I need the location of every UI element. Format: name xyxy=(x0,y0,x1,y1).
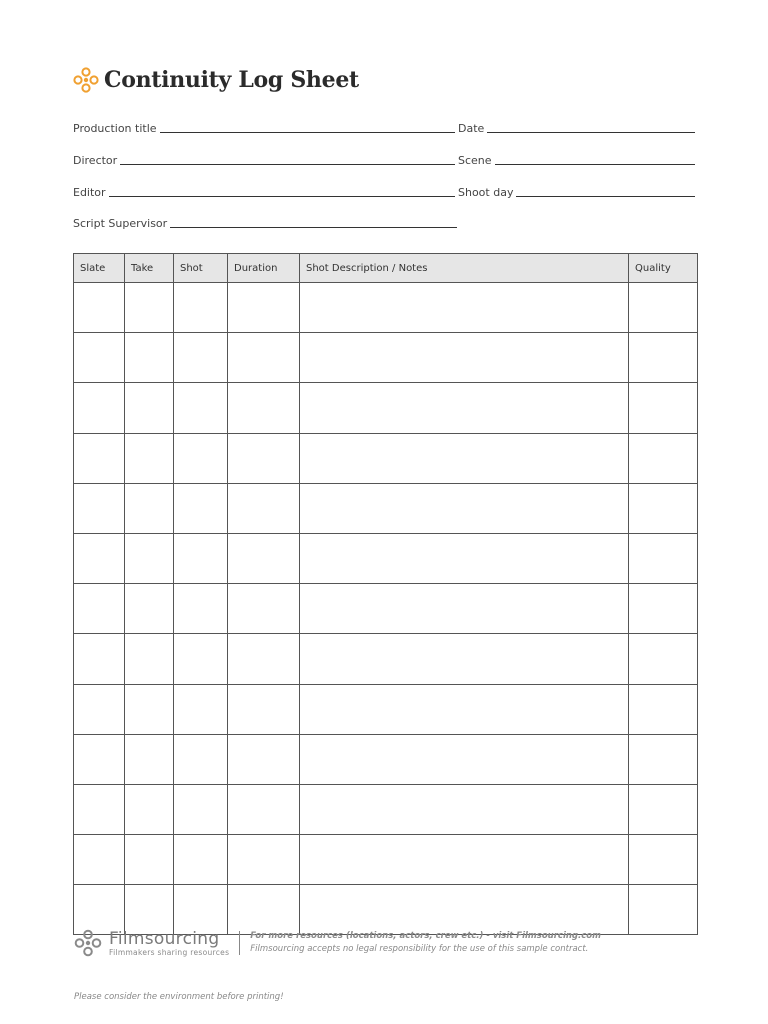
take-cell[interactable] xyxy=(125,734,174,784)
slate-cell[interactable] xyxy=(74,283,125,333)
description-cell[interactable] xyxy=(300,784,629,834)
quality-cell[interactable] xyxy=(629,584,698,634)
shot-cell[interactable] xyxy=(174,684,228,734)
shot-cell[interactable] xyxy=(174,634,228,684)
header-slate: Slate xyxy=(74,254,125,283)
date-label: Date xyxy=(458,122,485,135)
take-cell[interactable] xyxy=(125,333,174,383)
continuity-log-table xyxy=(73,253,698,935)
scene-line[interactable] xyxy=(495,164,695,165)
shot-cell[interactable] xyxy=(174,433,228,483)
description-cell[interactable] xyxy=(300,734,629,784)
production-title-label: Production title xyxy=(73,122,157,135)
director-field[interactable] xyxy=(73,154,455,167)
script-supervisor-field[interactable] xyxy=(73,217,457,230)
duration-cell[interactable] xyxy=(228,684,300,734)
brand-name: Filmsourcing xyxy=(109,928,220,949)
filmsourcing-logo-icon xyxy=(73,928,103,958)
shoot-day-line[interactable] xyxy=(516,196,695,197)
table-row xyxy=(74,835,698,885)
table-header-row xyxy=(74,254,698,283)
slate-cell[interactable] xyxy=(74,483,125,533)
take-cell[interactable] xyxy=(125,283,174,333)
quality-cell[interactable] xyxy=(629,734,698,784)
take-cell[interactable] xyxy=(125,584,174,634)
description-cell[interactable] xyxy=(300,835,629,885)
quality-cell[interactable] xyxy=(629,483,698,533)
take-cell[interactable] xyxy=(125,784,174,834)
footer xyxy=(73,928,601,958)
description-cell[interactable] xyxy=(300,283,629,333)
description-cell[interactable] xyxy=(300,634,629,684)
slate-cell[interactable] xyxy=(74,433,125,483)
description-cell[interactable] xyxy=(300,433,629,483)
quality-cell[interactable] xyxy=(629,634,698,684)
brand-tagline: Filmmakers sharing resources xyxy=(109,947,230,957)
duration-cell[interactable] xyxy=(228,333,300,383)
duration-cell[interactable] xyxy=(228,383,300,433)
duration-cell[interactable] xyxy=(228,433,300,483)
shot-cell[interactable] xyxy=(174,784,228,834)
environment-note: Please consider the environment before printing! xyxy=(74,992,284,1002)
footer-notice xyxy=(250,930,601,956)
duration-cell[interactable] xyxy=(228,533,300,583)
slate-cell[interactable] xyxy=(74,684,125,734)
shot-cell[interactable] xyxy=(174,533,228,583)
header-shot: Shot xyxy=(174,254,228,283)
scene-field[interactable] xyxy=(458,154,695,167)
shot-cell[interactable] xyxy=(174,835,228,885)
slate-cell[interactable] xyxy=(74,333,125,383)
take-cell[interactable] xyxy=(125,433,174,483)
table-row xyxy=(74,333,698,383)
quality-cell[interactable] xyxy=(629,684,698,734)
script-supervisor-label: Script Supervisor xyxy=(73,217,168,230)
duration-cell[interactable] xyxy=(228,835,300,885)
script-supervisor-line[interactable] xyxy=(170,227,457,228)
production-title-field[interactable] xyxy=(73,122,455,135)
header-duration: Duration xyxy=(228,254,300,283)
take-cell[interactable] xyxy=(125,483,174,533)
table-row xyxy=(74,483,698,533)
shot-cell[interactable] xyxy=(174,483,228,533)
scene-label: Scene xyxy=(458,154,492,167)
quality-cell[interactable] xyxy=(629,433,698,483)
duration-cell[interactable] xyxy=(228,584,300,634)
quality-cell[interactable] xyxy=(629,383,698,433)
shot-cell[interactable] xyxy=(174,584,228,634)
header-shot-description: Shot Description / Notes xyxy=(300,254,629,283)
disclaimer-text: Filmsourcing accepts no legal responsibility for the use of this sample contract. xyxy=(250,944,589,954)
table-row xyxy=(74,383,698,433)
duration-cell[interactable] xyxy=(228,283,300,333)
header-take: Take xyxy=(125,254,174,283)
editor-line[interactable] xyxy=(109,196,455,197)
description-cell[interactable] xyxy=(300,383,629,433)
editor-field[interactable] xyxy=(73,186,455,199)
take-cell[interactable] xyxy=(125,684,174,734)
shot-cell[interactable] xyxy=(174,383,228,433)
shot-cell[interactable] xyxy=(174,283,228,333)
duration-cell[interactable] xyxy=(228,734,300,784)
take-cell[interactable] xyxy=(125,533,174,583)
table-row xyxy=(74,784,698,834)
table-row xyxy=(74,433,698,483)
editor-label: Editor xyxy=(73,186,106,199)
description-cell[interactable] xyxy=(300,533,629,583)
slate-cell[interactable] xyxy=(74,533,125,583)
shot-cell[interactable] xyxy=(174,734,228,784)
description-cell[interactable] xyxy=(300,584,629,634)
director-line[interactable] xyxy=(120,164,455,165)
table-row xyxy=(74,684,698,734)
flower-logo-icon xyxy=(72,66,100,94)
footer-divider xyxy=(239,931,240,955)
slate-cell[interactable] xyxy=(74,383,125,433)
duration-cell[interactable] xyxy=(228,483,300,533)
table-body xyxy=(74,283,698,935)
slate-cell[interactable] xyxy=(74,784,125,834)
quality-cell[interactable] xyxy=(629,885,698,935)
take-cell[interactable] xyxy=(125,383,174,433)
quality-cell[interactable] xyxy=(629,835,698,885)
filmsourcing-brand xyxy=(109,930,229,957)
description-cell[interactable] xyxy=(300,483,629,533)
quality-cell[interactable] xyxy=(629,333,698,383)
header-quality: Quality xyxy=(629,254,698,283)
table-row xyxy=(74,283,698,333)
quality-cell[interactable] xyxy=(629,533,698,583)
slate-cell[interactable] xyxy=(74,835,125,885)
slate-cell[interactable] xyxy=(74,584,125,634)
description-cell[interactable] xyxy=(300,333,629,383)
slate-cell[interactable] xyxy=(74,634,125,684)
resources-link-text[interactable]: For more resources (locations, actors, crew etc.) - visit Filmsourcing.com xyxy=(250,931,601,941)
date-field[interactable] xyxy=(458,122,695,135)
date-line[interactable] xyxy=(487,132,695,133)
table-row xyxy=(74,533,698,583)
production-title-line[interactable] xyxy=(160,132,455,133)
director-label: Director xyxy=(73,154,118,167)
quality-cell[interactable] xyxy=(629,784,698,834)
duration-cell[interactable] xyxy=(228,634,300,684)
take-cell[interactable] xyxy=(125,835,174,885)
shoot-day-label: Shoot day xyxy=(458,186,514,199)
take-cell[interactable] xyxy=(125,634,174,684)
quality-cell[interactable] xyxy=(629,283,698,333)
page-header xyxy=(72,66,359,94)
table-row xyxy=(74,634,698,684)
shot-cell[interactable] xyxy=(174,333,228,383)
page-title: Continuity Log Sheet xyxy=(104,67,359,93)
duration-cell[interactable] xyxy=(228,784,300,834)
shoot-day-field[interactable] xyxy=(458,186,695,199)
description-cell[interactable] xyxy=(300,684,629,734)
slate-cell[interactable] xyxy=(74,734,125,784)
table-row xyxy=(74,584,698,634)
table-row xyxy=(74,734,698,784)
